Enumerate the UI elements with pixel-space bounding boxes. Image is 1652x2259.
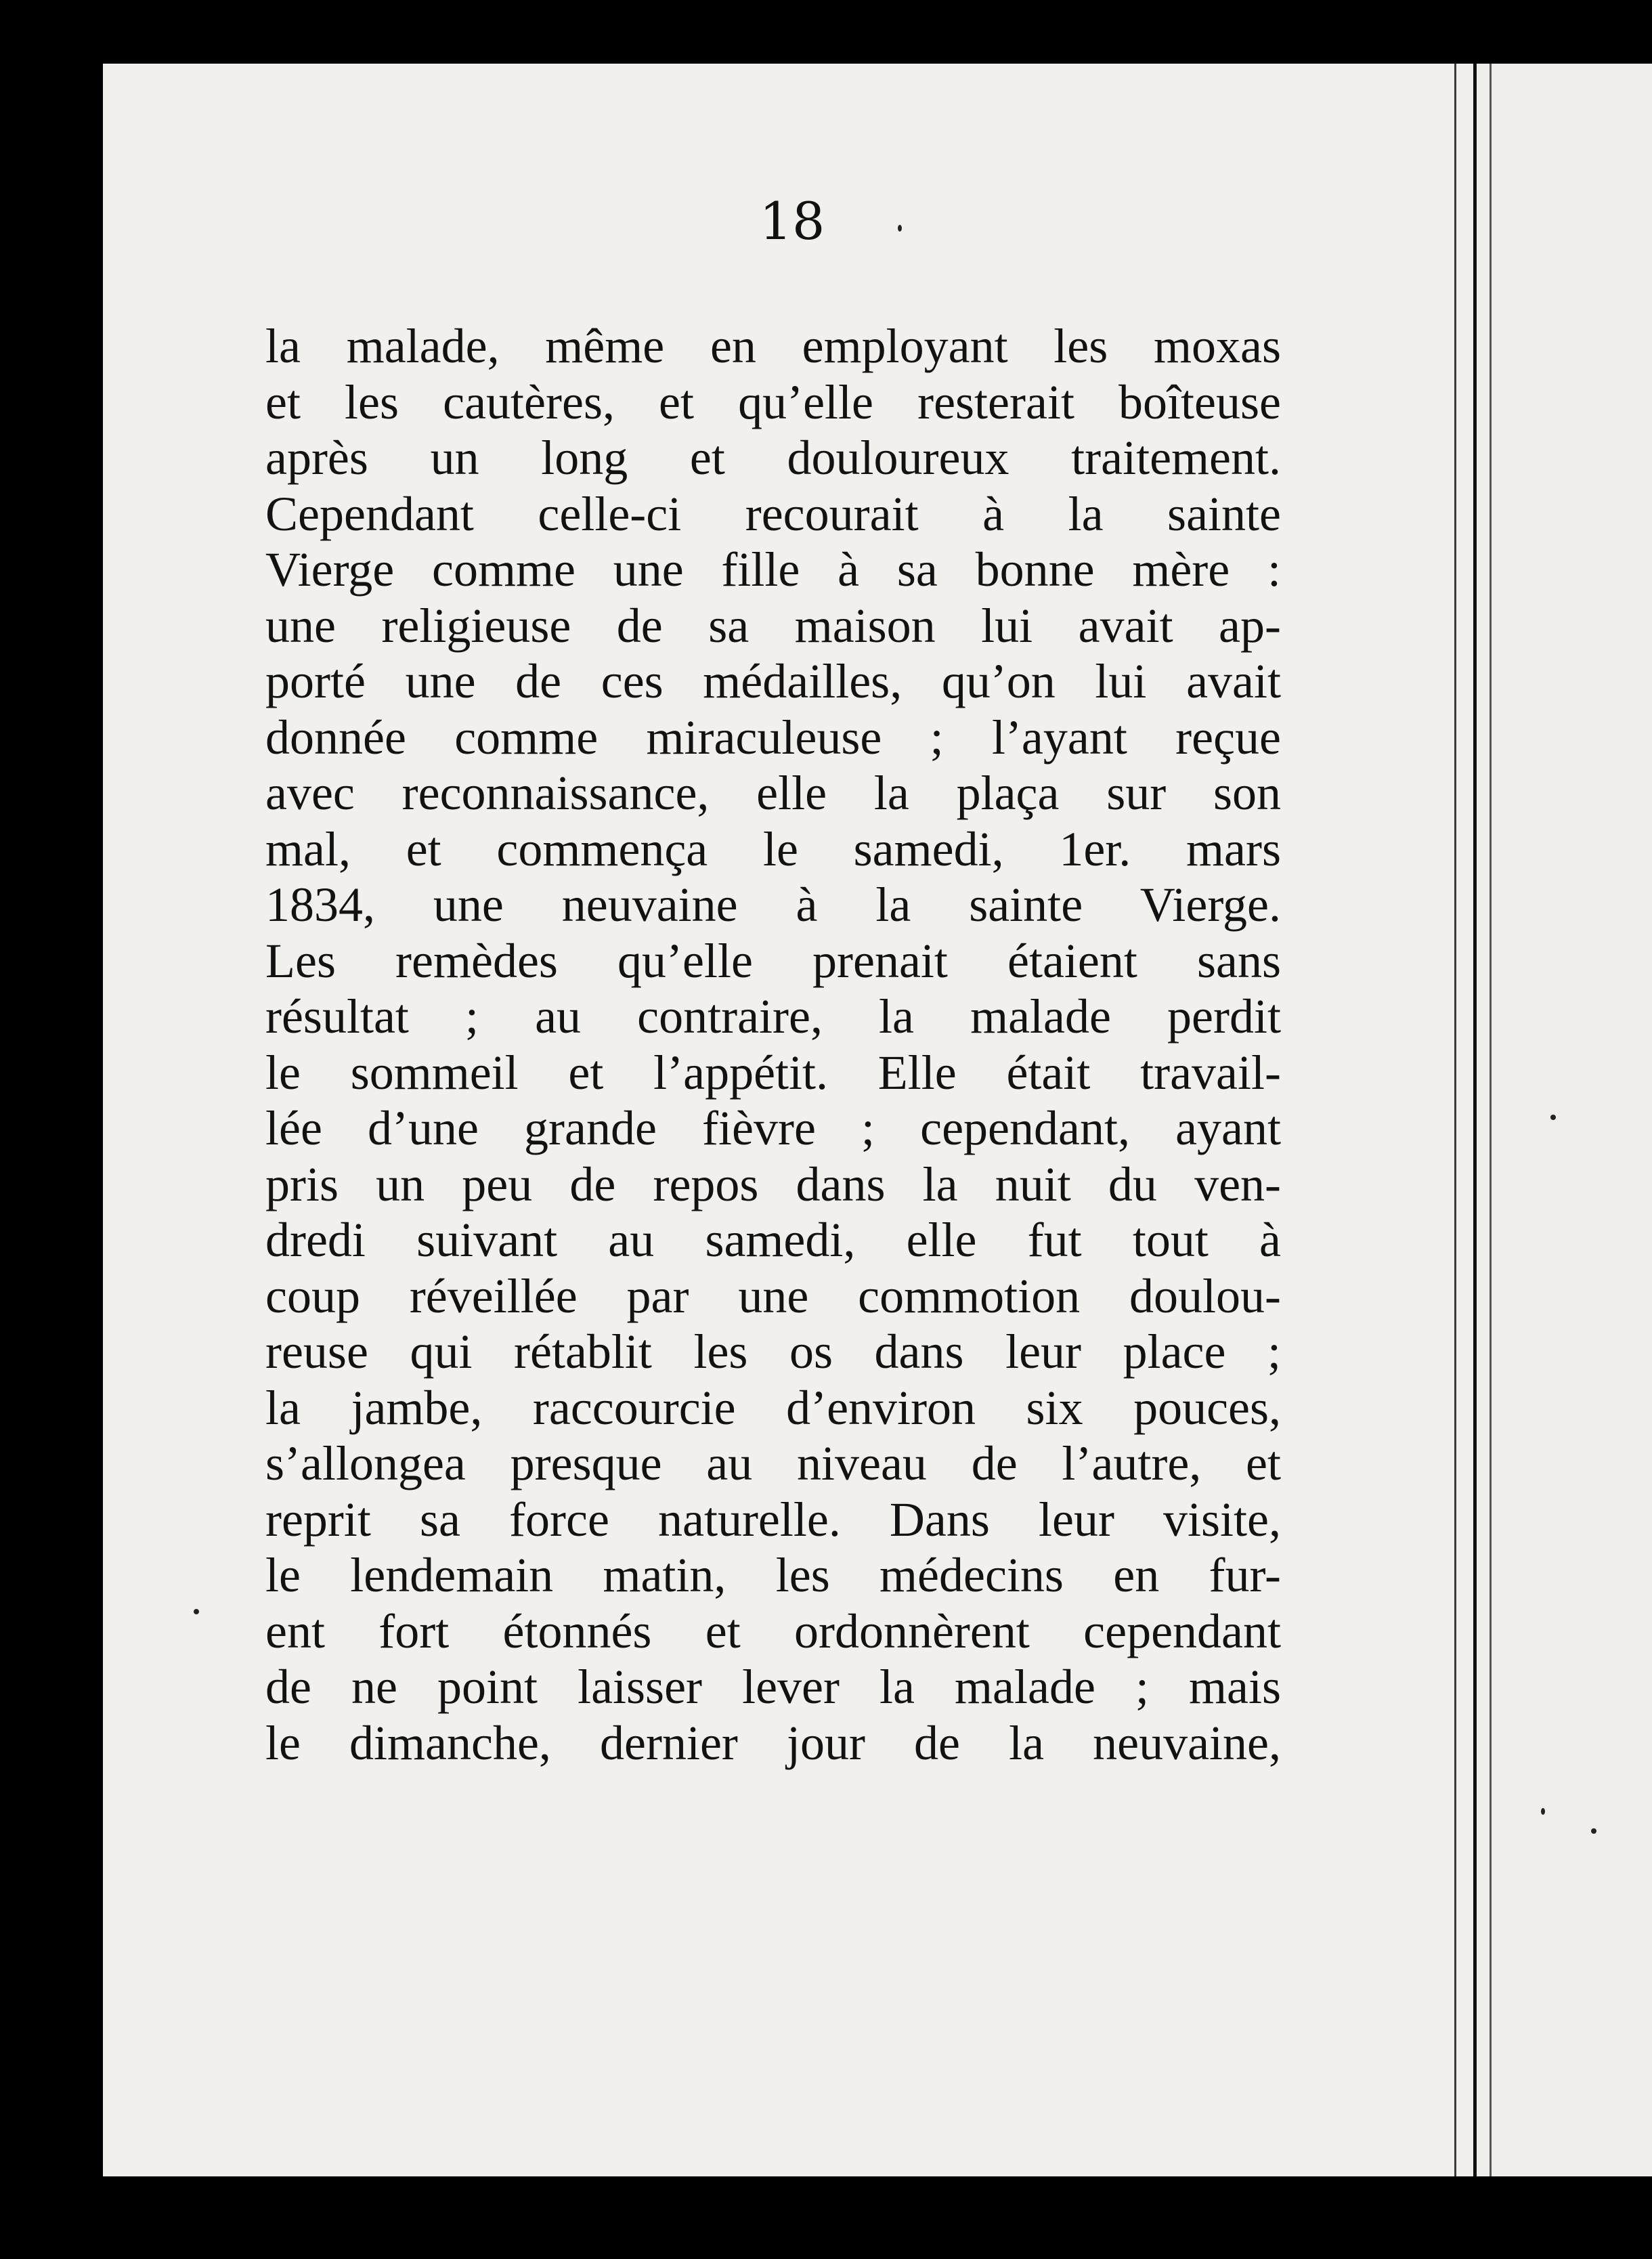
ink-speck	[1541, 1808, 1545, 1815]
text-line: et les cautères, et qu’elle resterait boîteuse	[265, 374, 1281, 429]
text-line: après un long et douloureux traitement.	[265, 431, 1281, 485]
text-line: ent fort étonnés et ordonnèrent cependant	[265, 1604, 1281, 1658]
gutter-line	[1473, 64, 1477, 2176]
ink-speck	[1591, 1828, 1596, 1834]
text-line: le dimanche, dernier jour de la neuvaine,	[265, 1715, 1281, 1770]
ink-speck	[898, 225, 902, 232]
text-line: donnée comme miraculeuse ; l’ayant reçue	[265, 710, 1281, 765]
gutter-line	[1490, 64, 1492, 2176]
page-number: 18	[759, 191, 825, 251]
text-line: s’allongea presque au niveau de l’autre, et	[265, 1436, 1281, 1490]
gutter-line	[1454, 64, 1456, 2176]
text-line: 1834, une neuvaine à la sainte Vierge.	[265, 878, 1281, 932]
text-line: porté une de ces médailles, qu’on lui avait	[265, 654, 1281, 708]
text-line: coup réveillée par une commotion doulou-	[265, 1268, 1281, 1323]
text-line: pris un peu de repos dans la nuit du ven-	[265, 1157, 1281, 1211]
text-line: reuse qui rétablit les os dans leur place ;	[265, 1325, 1281, 1379]
text-line: Cependant celle-ci recourait à la sainte	[265, 486, 1281, 541]
text-line: le sommeil et l’appétit. Elle était travail-	[265, 1045, 1281, 1100]
text-line: mal, et commença le samedi, 1er. mars	[265, 821, 1281, 876]
text-line: Vierge comme une fille à sa bonne mère :	[265, 542, 1281, 597]
text-line: une religieuse de sa maison lui avait ap-	[265, 598, 1281, 653]
ink-speck	[1550, 1115, 1556, 1120]
text-line: résultat ; au contraire, la malade perdit	[265, 989, 1281, 1044]
ink-speck	[194, 1609, 199, 1614]
text-line: de ne point laisser lever la malade ; mais	[265, 1660, 1281, 1714]
facing-page-edge	[1476, 64, 1652, 2176]
text-line: la jambe, raccourcie d’environ six pouces,	[265, 1380, 1281, 1435]
body-text	[265, 318, 1281, 1771]
text-line: lée d’une grande fièvre ; cependant, ayant	[265, 1101, 1281, 1155]
text-line: reprit sa force naturelle. Dans leur visite,	[265, 1492, 1281, 1547]
text-line: la malade, même en employant les moxas	[265, 319, 1281, 373]
text-line: dredi suivant au samedi, elle fut tout à	[265, 1213, 1281, 1267]
text-line: Les remèdes qu’elle prenait étaient sans	[265, 933, 1281, 988]
text-line: le lendemain matin, les médecins en fur-	[265, 1548, 1281, 1602]
text-line: avec reconnaissance, elle la plaça sur son	[265, 766, 1281, 820]
